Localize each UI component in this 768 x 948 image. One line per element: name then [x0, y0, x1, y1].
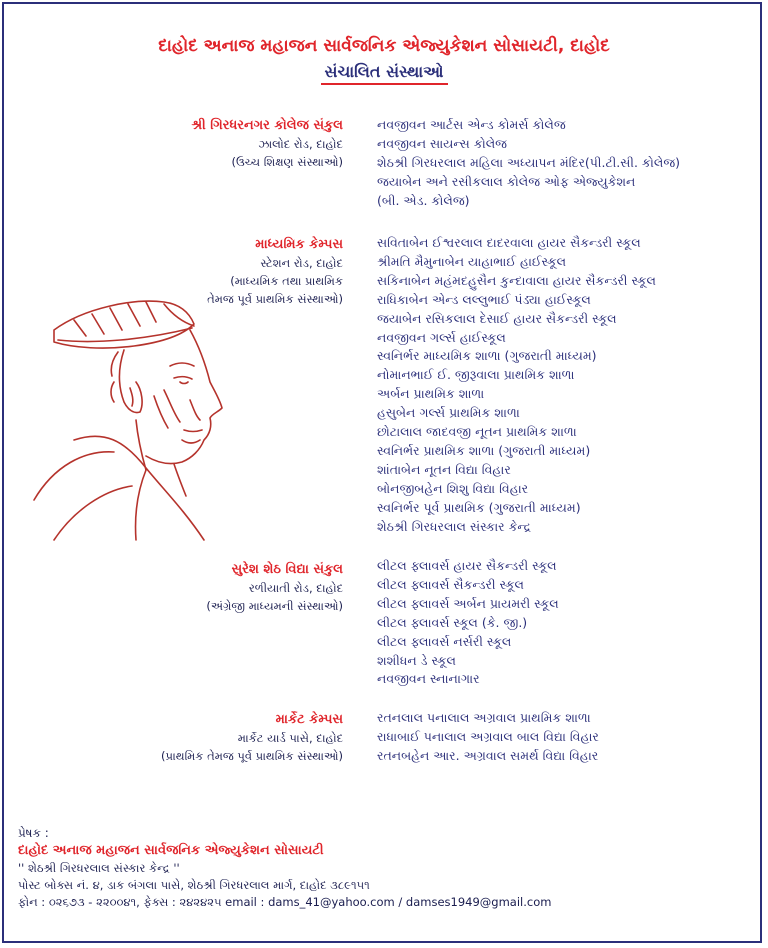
list-item: રાધિકાબેન એન્ડ લલ્લુભાઈ પંડ્યા હાઈસ્કૂલ — [377, 291, 591, 307]
sender-contact: ફોન : ૦૨૬૭૩ - ૨૨૦૦૪૧, ફેક્સ : ૨૪૨૪૨૫ email : dams_41@yahoo.com / damses1949@gmail.com — [18, 895, 552, 909]
list-item: છોટાલાલ જાદવજી નૂતન પ્રાથમિક શાળા — [377, 424, 577, 440]
list-item: શેઠશ્રી ગિરધરલાલ સંસ્કાર કેન્દ્ર — [377, 518, 532, 534]
section-address: સ્ટેશન રોડ, દાહોદ — [260, 256, 343, 270]
list-item: લીટલ ફ્લાવર્સ અર્બન પ્રાયમરી સ્કૂલ — [377, 595, 559, 611]
institution-list-market — [377, 709, 599, 766]
list-item: નોમાનભાઈ ઈ. જીરૂવાલા પ્રાથમિક શાળા — [377, 367, 575, 383]
section-note: (પ્રાથમિક તેમજ પૂર્વ પ્રાથમિક સંસ્થાઓ) — [161, 749, 343, 763]
page-title: દાહોદ અનાજ મહાજન સાર્વજનિક એજ્યુકેશન સોસાયટી, દાહોદ — [158, 36, 610, 56]
section-title: શ્રી ગિરધરનગર કોલેજ સંકુલ — [191, 118, 343, 133]
page-subtitle — [0, 62, 768, 82]
section-note: તેમજ પૂર્વ પ્રાથમિક સંસ્થાઓ) — [207, 292, 343, 306]
list-item: લીટલ ફ્લાવર્સ નર્સરી સ્કૂલ — [377, 633, 512, 649]
list-item: રતનલાલ પનાલાલ અગ્રવાલ પ્રાથમિક શાળા — [377, 710, 591, 725]
list-item: જયાબેન રસિકલાલ દેસાઈ હાયર સૈકન્ડરી સ્કૂલ — [377, 310, 617, 326]
section-address: ઝાલોદ રોડ, દાહોદ — [258, 137, 343, 151]
sender-label: પ્રેષક : — [18, 826, 49, 840]
list-item: નવજીવન સાયન્સ કોલેજ — [377, 135, 508, 151]
section-college-campus-info — [191, 117, 343, 171]
list-item: બોનજીબહેન શિશુ વિદ્યા વિહાર — [377, 480, 529, 496]
list-item: અર્બન પ્રાથમિક શાળા — [377, 386, 485, 402]
section-title: માધ્યમિક કેમ્પસ — [255, 237, 343, 252]
sender-footer — [18, 825, 551, 911]
section-title: માર્કેટ કેમ્પસ — [275, 712, 343, 727]
list-item: લીટલ ફ્લાવર્સ સૈકન્ડરી સ્કૂલ — [377, 576, 524, 592]
section-note: (માધ્યમિક તથા પ્રાથમિક — [230, 274, 343, 288]
list-item: સ્વનિર્ભર પૂર્વ પ્રાથમિક (ગુજરાતી માધ્યમ) — [377, 499, 581, 515]
institution-list-college — [377, 116, 680, 211]
list-item: શશીધન ડે સ્કૂલ — [377, 652, 456, 668]
list-item: (બી. એડ. કોલેજ) — [377, 192, 470, 208]
founder-portrait-sketch — [14, 290, 344, 550]
list-item: સ્વનિર્ભર માધ્યમિક શાળા (ગુજરાતી માધ્યમ) — [377, 348, 597, 364]
list-item: સ્વનિર્ભર પ્રાથમિક શાળા (ગુજરાતી માધ્યમ) — [377, 442, 591, 458]
list-item: સવિતાબેન ઈશ્વરલાલ દાદરવાલા હાયર સૈકન્ડરી સ્કૂલ — [377, 235, 641, 250]
list-item: નવજીવન ગર્લ્સ હાઈસ્કૂલ — [377, 329, 506, 345]
list-item: હસુબેન ગર્લ્સ પ્રાથમિક શાળા — [377, 405, 520, 421]
institution-list-english — [377, 557, 559, 689]
list-item: નવજીવન સ્નાનાગાર — [377, 671, 480, 687]
list-item: નવજીવન આર્ટસ એન્ડ કોમર્સ કોલેજ — [377, 117, 566, 132]
sender-address: પોસ્ટ બોક્સ નં. ૪, ડાક બંગલા પાસે, શેઠશ્રી ગિરધરલાલ માર્ગ, દાહોદ ૩૮૯૧૫૧ — [18, 878, 370, 892]
section-title: સુરેશ શેઠ વિદ્યા સંકુલ — [231, 562, 343, 577]
sender-center: '' શેઠશ્રી ગિરધરલાલ સંસ્કાર કેન્દ્ર '' — [18, 861, 180, 875]
list-item: શાંતાબેન નૂતન વિદ્યા વિહાર — [377, 461, 511, 477]
section-note: (ઉચ્ચ શિક્ષણ સંસ્થાઓ) — [231, 155, 343, 169]
list-item: શ્રીમતિ મૈમુનાબેન યાહાભાઈ હાઈસ્કૂલ — [377, 253, 567, 269]
sender-organization: દાહોદ અનાજ મહાજન સાર્વજનિક એજ્યુકેશન સોસાયટી — [18, 843, 324, 858]
list-item: રાધાબાઈ પનાલાલ અગ્રવાલ બાલ વિદ્યા વિહાર — [377, 728, 599, 744]
section-english-campus-info — [206, 561, 343, 615]
section-market-campus-info — [161, 711, 343, 765]
section-address: રળીયાતી રોડ, દાહોદ — [248, 581, 343, 595]
list-item: શેઠશ્રી ગિરધરલાલ મહિલા અધ્યાપન મંદિર(પી.ટી.સી. કોલેજ) — [377, 154, 681, 170]
list-item: રતનબહેન આર. અગ્રવાલ સમર્થ વિદ્યા વિહાર — [377, 747, 599, 763]
list-item: લીટલ ફ્લાવર્સ હાયર સૈકન્ડરી સ્કૂલ — [377, 558, 557, 573]
section-note: (અંગ્રેજી માધ્યમની સંસ્થાઓ) — [206, 599, 343, 613]
institution-list-secondary — [377, 234, 656, 537]
section-address: માર્કેટ યાર્ડ પાસે, દાહોદ — [237, 731, 343, 745]
list-item: લીટલ ફ્લાવર્સ સ્કૂલ (કે. જી.) — [377, 614, 528, 630]
page-subtitle-text: સંચાલિત સંસ્થાઓ — [321, 62, 448, 85]
list-item: સકિનાબેન મહંમદહુસૈન કુન્દાવાલા હાયર સૈકન્ડરી સ્કૂલ — [377, 272, 656, 288]
list-item: જયાબેન અને રસીકલાલ કોલેજ ઓફ એજ્યુકેશન — [377, 173, 636, 189]
